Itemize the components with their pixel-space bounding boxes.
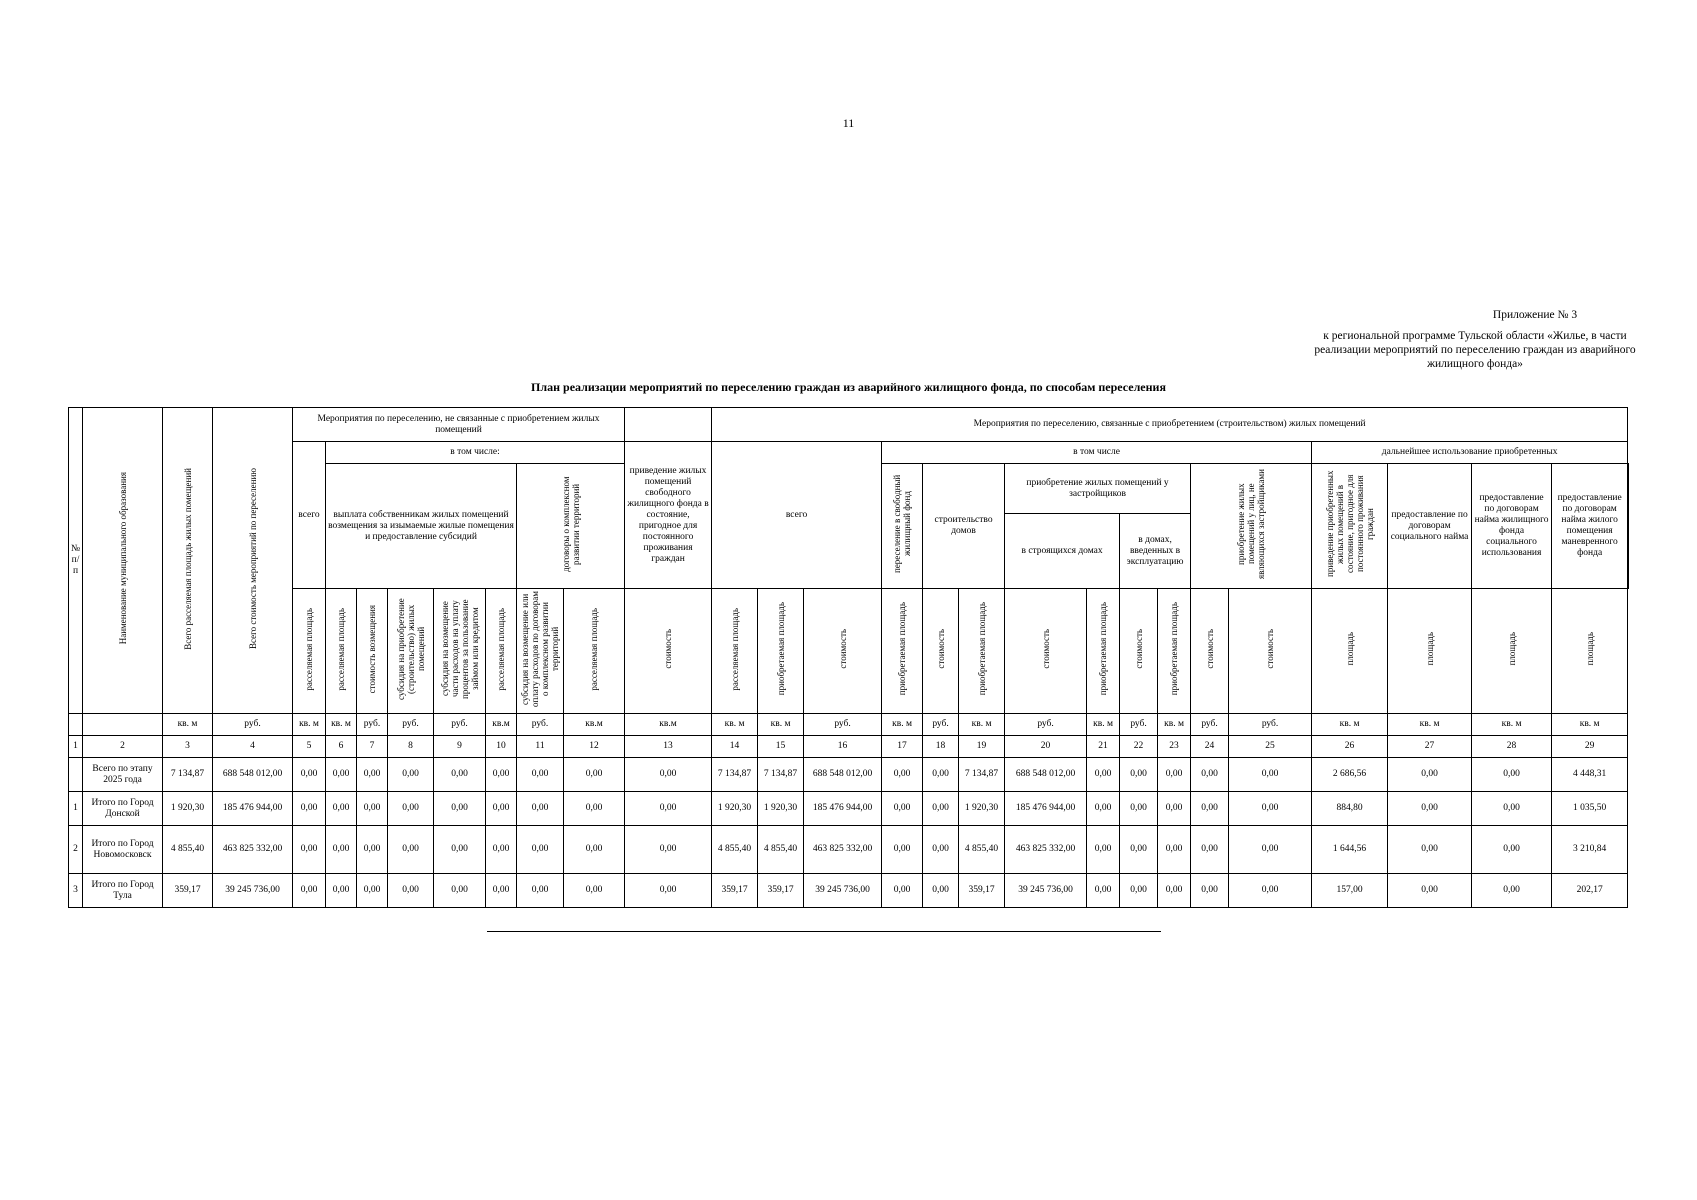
row-value-cell: 359,17 bbox=[959, 874, 1005, 908]
header-total-area: Всего расселяемая площадь жилых помещений bbox=[163, 408, 213, 714]
appendix-text: к региональной программе Тульской области «Жилье, в части реализации мероприятий по переселению граждан из аварийного жилищного фонда» bbox=[1314, 330, 1636, 370]
header-c29: площадь bbox=[1552, 589, 1628, 714]
header-c25: стоимость bbox=[1229, 589, 1312, 714]
row-value-cell: 4 855,40 bbox=[712, 826, 758, 874]
header-c15: приобретаемая площадь bbox=[758, 589, 804, 714]
header-c6: расселяемая площадь bbox=[326, 589, 357, 714]
row-value-cell: 0,00 bbox=[1229, 826, 1312, 874]
unit-cell: руб. bbox=[213, 714, 293, 736]
unit-cell: кв. м bbox=[1312, 714, 1388, 736]
unit-cell: руб. bbox=[1191, 714, 1229, 736]
row-value-cell: 0,00 bbox=[625, 874, 712, 908]
row-value-cell: 0,00 bbox=[625, 758, 712, 792]
col-number: 10 bbox=[486, 736, 517, 758]
row-value-cell: 0,00 bbox=[434, 874, 486, 908]
row-value-cell: 0,00 bbox=[923, 826, 959, 874]
unit-cell: кв. м bbox=[882, 714, 923, 736]
row-value-cell: 0,00 bbox=[1191, 874, 1229, 908]
header-total-cost: Всего стоимость мероприятий по переселению bbox=[213, 408, 293, 714]
unit-cell: кв. м bbox=[1552, 714, 1628, 736]
row-value-cell: 0,00 bbox=[434, 826, 486, 874]
row-value-cell: 0,00 bbox=[326, 758, 357, 792]
header-c23: приобретаемая площадь bbox=[1158, 589, 1191, 714]
row-value-cell: 157,00 bbox=[1312, 874, 1388, 908]
unit-cell: руб. bbox=[923, 714, 959, 736]
header-row-1 bbox=[69, 408, 1629, 442]
row-value-cell: 0,00 bbox=[923, 874, 959, 908]
header-further-use: дальнейшее использование приобретенных bbox=[1312, 442, 1628, 464]
header-row-5 bbox=[69, 589, 1629, 714]
row-value-cell: 0,00 bbox=[1229, 874, 1312, 908]
resettlement-plan-table bbox=[68, 407, 1629, 908]
row-number bbox=[69, 758, 83, 792]
row-value-cell: 0,00 bbox=[625, 792, 712, 826]
unit-cell: кв. м bbox=[1158, 714, 1191, 736]
header-c9: субсидия на возмещение части расходов на уплату процентов за пользование займом или кредитом bbox=[434, 589, 486, 714]
col-number: 9 bbox=[434, 736, 486, 758]
row-value-cell: 0,00 bbox=[388, 826, 434, 874]
row-value-cell: 688 548 012,00 bbox=[213, 758, 293, 792]
unit-cell: кв. м bbox=[1087, 714, 1120, 736]
row-value-cell: 0,00 bbox=[388, 758, 434, 792]
row-number: 1 bbox=[69, 792, 83, 826]
header-free-fund: переселение в свободный жилищный фонд bbox=[882, 464, 923, 589]
row-value-cell: 688 548 012,00 bbox=[1005, 758, 1087, 792]
row-value-cell: 0,00 bbox=[1087, 758, 1120, 792]
row-value-cell: 7 134,87 bbox=[959, 758, 1005, 792]
header-v-tom-chisle-a: в том числе: bbox=[326, 442, 625, 464]
header-c16: стоимость bbox=[804, 589, 882, 714]
row-value-cell: 39 245 736,00 bbox=[804, 874, 882, 908]
row-value-cell: 0,00 bbox=[1158, 792, 1191, 826]
header-c11: субсидия на возмещение или оплату расходов по договорам о комплексном развитии территорий bbox=[517, 589, 564, 714]
row-value-cell: 0,00 bbox=[326, 792, 357, 826]
row-value-cell: 39 245 736,00 bbox=[1005, 874, 1087, 908]
col-number: 29 bbox=[1552, 736, 1628, 758]
units-row bbox=[69, 714, 1629, 736]
row-value-cell: 4 855,40 bbox=[959, 826, 1005, 874]
row-value-cell: 1 035,50 bbox=[1552, 792, 1628, 826]
row-value-cell: 0,00 bbox=[357, 758, 388, 792]
col-number: 26 bbox=[1312, 736, 1388, 758]
col-number: 16 bbox=[804, 736, 882, 758]
unit-cell: руб. bbox=[357, 714, 388, 736]
header-construction: строительство домов bbox=[923, 464, 1005, 589]
unit-cell: кв. м bbox=[293, 714, 326, 736]
row-value-cell: 0,00 bbox=[326, 874, 357, 908]
row-name: Итого по Город Тула bbox=[83, 874, 163, 908]
row-value-cell: 0,00 bbox=[1388, 874, 1472, 908]
col-number: 3 bbox=[163, 736, 213, 758]
row-value-cell: 185 476 944,00 bbox=[213, 792, 293, 826]
row-value-cell: 0,00 bbox=[1120, 826, 1158, 874]
header-c7: стоимость возмещения bbox=[357, 589, 388, 714]
row-value-cell: 0,00 bbox=[923, 792, 959, 826]
footer-divider bbox=[487, 931, 1161, 932]
header-empty-13 bbox=[625, 408, 712, 442]
appendix-block bbox=[1310, 308, 1640, 371]
col-number: 8 bbox=[388, 736, 434, 758]
row-name: Итого по Город Новомосковск bbox=[83, 826, 163, 874]
row-value-cell: 0,00 bbox=[517, 826, 564, 874]
unit-cell: кв.м bbox=[625, 714, 712, 736]
header-maneuver: предоставление по договорам найма жилого помещения маневренного фонда bbox=[1552, 464, 1628, 589]
unit-cell: руб. bbox=[388, 714, 434, 736]
row-value-cell: 202,17 bbox=[1552, 874, 1628, 908]
row-value-cell: 0,00 bbox=[1388, 792, 1472, 826]
row-value-cell: 0,00 bbox=[1120, 874, 1158, 908]
unit-cell: кв.м bbox=[486, 714, 517, 736]
row-value-cell: 0,00 bbox=[1087, 826, 1120, 874]
header-v-tom-chisle-b: в том числе bbox=[882, 442, 1312, 464]
header-social: предоставление по договорам социального найма bbox=[1388, 464, 1472, 589]
unit-cell: кв. м bbox=[1472, 714, 1552, 736]
row-value-cell: 2 686,56 bbox=[1312, 758, 1388, 792]
header-contracts: договоры о комплексном развитии территорий bbox=[517, 464, 625, 589]
row-value-cell: 0,00 bbox=[882, 758, 923, 792]
header-c10: расселяемая площадь bbox=[486, 589, 517, 714]
unit-cell: кв. м bbox=[1388, 714, 1472, 736]
header-bringing-acquired: приведение приобретенных жилых помещений в состояние, пригодное для постоянного проживания граждан bbox=[1312, 464, 1388, 589]
row-value-cell: 0,00 bbox=[388, 874, 434, 908]
unit-cell: кв. м bbox=[712, 714, 758, 736]
col-number: 1 bbox=[69, 736, 83, 758]
row-number: 3 bbox=[69, 874, 83, 908]
header-c8: субсидия на приобретение (строительство) жилых помещений bbox=[388, 589, 434, 714]
header-social-use: предоставление по договорам найма жилищного фонда социального использования bbox=[1472, 464, 1552, 589]
row-name: Всего по этапу 2025 года bbox=[83, 758, 163, 792]
row-value-cell: 185 476 944,00 bbox=[804, 792, 882, 826]
header-c28: площадь bbox=[1472, 589, 1552, 714]
row-value-cell: 0,00 bbox=[1229, 758, 1312, 792]
header-c18: стоимость bbox=[923, 589, 959, 714]
header-c14: расселяемая площадь bbox=[712, 589, 758, 714]
header-in-operation: в домах, введенных в эксплуатацию bbox=[1120, 514, 1191, 589]
header-name: Наименование муниципального образования bbox=[83, 408, 163, 714]
header-num: № п/п bbox=[69, 408, 83, 714]
col-number: 13 bbox=[625, 736, 712, 758]
row-value-cell: 1 920,30 bbox=[163, 792, 213, 826]
header-row-2 bbox=[69, 442, 1629, 464]
unit-cell bbox=[69, 714, 83, 736]
row-value-cell: 0,00 bbox=[923, 758, 959, 792]
row-value-cell: 0,00 bbox=[357, 874, 388, 908]
row-value-cell: 359,17 bbox=[712, 874, 758, 908]
row-value-cell: 1 920,30 bbox=[959, 792, 1005, 826]
header-in-building: в строящихся домах bbox=[1005, 514, 1120, 589]
row-value-cell: 0,00 bbox=[293, 758, 326, 792]
header-c13: стоимость bbox=[625, 589, 712, 714]
col-number: 14 bbox=[712, 736, 758, 758]
header-c27: площадь bbox=[1388, 589, 1472, 714]
row-value-cell: 463 825 332,00 bbox=[213, 826, 293, 874]
row-value-cell: 0,00 bbox=[564, 792, 625, 826]
table-row bbox=[69, 792, 1629, 826]
row-value-cell: 0,00 bbox=[1191, 826, 1229, 874]
col-number: 17 bbox=[882, 736, 923, 758]
col-number: 7 bbox=[357, 736, 388, 758]
row-value-cell: 463 825 332,00 bbox=[1005, 826, 1087, 874]
header-c17: приобретаемая площадь bbox=[882, 589, 923, 714]
col-number: 19 bbox=[959, 736, 1005, 758]
row-value-cell: 0,00 bbox=[434, 792, 486, 826]
col-number: 11 bbox=[517, 736, 564, 758]
header-acq-not-developers: приобретение жилых помещений у лиц, не являющихся застройщиками bbox=[1191, 464, 1312, 589]
row-value-cell: 0,00 bbox=[1158, 758, 1191, 792]
header-group-non-acquisition: Мероприятия по переселению, не связанные с приобретением жилых помещений bbox=[293, 408, 625, 442]
unit-cell: кв. м bbox=[959, 714, 1005, 736]
header-bringing-free: приведение жилых помещений свободного жилищного фонда в состояние, пригодное для постоянного проживания граждан bbox=[625, 442, 712, 589]
unit-cell: руб. bbox=[1005, 714, 1087, 736]
row-value-cell: 0,00 bbox=[1120, 758, 1158, 792]
row-value-cell: 0,00 bbox=[564, 826, 625, 874]
row-value-cell: 0,00 bbox=[1191, 758, 1229, 792]
header-vsego-b: всего bbox=[712, 442, 882, 589]
row-value-cell: 7 134,87 bbox=[758, 758, 804, 792]
row-value-cell: 0,00 bbox=[882, 792, 923, 826]
row-value-cell: 0,00 bbox=[517, 792, 564, 826]
col-number: 27 bbox=[1388, 736, 1472, 758]
col-number: 12 bbox=[564, 736, 625, 758]
col-number: 15 bbox=[758, 736, 804, 758]
row-value-cell: 0,00 bbox=[564, 874, 625, 908]
header-c22: стоимость bbox=[1120, 589, 1158, 714]
row-value-cell: 0,00 bbox=[357, 792, 388, 826]
row-value-cell: 185 476 944,00 bbox=[1005, 792, 1087, 826]
row-value-cell: 359,17 bbox=[758, 874, 804, 908]
row-value-cell: 1 920,30 bbox=[712, 792, 758, 826]
row-value-cell: 0,00 bbox=[564, 758, 625, 792]
row-value-cell: 0,00 bbox=[486, 758, 517, 792]
row-value-cell: 0,00 bbox=[882, 874, 923, 908]
col-number: 25 bbox=[1229, 736, 1312, 758]
row-value-cell: 0,00 bbox=[1158, 826, 1191, 874]
row-value-cell: 0,00 bbox=[517, 874, 564, 908]
document-title: План реализации мероприятий по переселению граждан из аварийного жилищного фонда, по способам переселения bbox=[531, 380, 1166, 394]
row-value-cell: 0,00 bbox=[486, 874, 517, 908]
header-c21: приобретаемая площадь bbox=[1087, 589, 1120, 714]
row-value-cell: 0,00 bbox=[434, 758, 486, 792]
header-acquisition-developers: приобретение жилых помещений у застройщиков bbox=[1005, 464, 1191, 514]
row-value-cell: 7 134,87 bbox=[163, 758, 213, 792]
row-value-cell: 0,00 bbox=[1120, 792, 1158, 826]
table-body bbox=[69, 758, 1629, 908]
row-value-cell: 0,00 bbox=[1087, 874, 1120, 908]
unit-cell bbox=[83, 714, 163, 736]
header-c19: приобретаемая площадь bbox=[959, 589, 1005, 714]
row-value-cell: 4 855,40 bbox=[163, 826, 213, 874]
row-number: 2 bbox=[69, 826, 83, 874]
col-number: 24 bbox=[1191, 736, 1229, 758]
row-value-cell: 0,00 bbox=[1191, 792, 1229, 826]
row-value-cell: 1 644,56 bbox=[1312, 826, 1388, 874]
table-row bbox=[69, 826, 1629, 874]
row-value-cell: 0,00 bbox=[1229, 792, 1312, 826]
col-number: 20 bbox=[1005, 736, 1087, 758]
row-value-cell: 0,00 bbox=[293, 792, 326, 826]
row-value-cell: 884,80 bbox=[1312, 792, 1388, 826]
row-value-cell: 0,00 bbox=[1472, 826, 1552, 874]
row-value-cell: 0,00 bbox=[1472, 792, 1552, 826]
row-value-cell: 0,00 bbox=[293, 826, 326, 874]
row-value-cell: 3 210,84 bbox=[1552, 826, 1628, 874]
col-number: 6 bbox=[326, 736, 357, 758]
unit-cell: кв.м bbox=[564, 714, 625, 736]
appendix-title: Приложение № 3 bbox=[1492, 309, 1578, 321]
col-number: 21 bbox=[1087, 736, 1120, 758]
table-row bbox=[69, 758, 1629, 792]
row-value-cell: 359,17 bbox=[163, 874, 213, 908]
unit-cell: руб. bbox=[517, 714, 564, 736]
row-value-cell: 0,00 bbox=[388, 792, 434, 826]
header-c5: расселяемая площадь bbox=[293, 589, 326, 714]
row-value-cell: 0,00 bbox=[1158, 874, 1191, 908]
col-number: 5 bbox=[293, 736, 326, 758]
col-number: 28 bbox=[1472, 736, 1552, 758]
header-payout: выплата собственникам жилых помещений возмещения за изымаемые жилые помещения и предоставление субсидий bbox=[326, 464, 517, 589]
page-number: 11 bbox=[842, 116, 855, 130]
header-c20: стоимость bbox=[1005, 589, 1087, 714]
row-value-cell: 0,00 bbox=[1087, 792, 1120, 826]
unit-cell: руб. bbox=[1120, 714, 1158, 736]
unit-cell: кв. м bbox=[326, 714, 357, 736]
row-value-cell: 4 855,40 bbox=[758, 826, 804, 874]
header-vsego-a: всего bbox=[293, 442, 326, 589]
col-number: 18 bbox=[923, 736, 959, 758]
unit-cell: руб. bbox=[434, 714, 486, 736]
col-number: 23 bbox=[1158, 736, 1191, 758]
row-value-cell: 1 920,30 bbox=[758, 792, 804, 826]
row-value-cell: 0,00 bbox=[1388, 826, 1472, 874]
header-c26: площадь bbox=[1312, 589, 1388, 714]
unit-cell: кв. м bbox=[758, 714, 804, 736]
row-name: Итого по Город Донской bbox=[83, 792, 163, 826]
row-value-cell: 463 825 332,00 bbox=[804, 826, 882, 874]
row-value-cell: 0,00 bbox=[1472, 874, 1552, 908]
row-value-cell: 0,00 bbox=[625, 826, 712, 874]
row-value-cell: 4 448,31 bbox=[1552, 758, 1628, 792]
col-number: 4 bbox=[213, 736, 293, 758]
row-value-cell: 0,00 bbox=[882, 826, 923, 874]
column-numbers-row bbox=[69, 736, 1629, 758]
row-value-cell: 0,00 bbox=[326, 826, 357, 874]
unit-cell: кв. м bbox=[163, 714, 213, 736]
row-value-cell: 0,00 bbox=[357, 826, 388, 874]
row-value-cell: 688 548 012,00 bbox=[804, 758, 882, 792]
row-value-cell: 0,00 bbox=[486, 792, 517, 826]
row-value-cell: 7 134,87 bbox=[712, 758, 758, 792]
row-value-cell: 39 245 736,00 bbox=[213, 874, 293, 908]
row-value-cell: 0,00 bbox=[517, 758, 564, 792]
unit-cell: руб. bbox=[804, 714, 882, 736]
row-value-cell: 0,00 bbox=[486, 826, 517, 874]
header-exchange bbox=[1628, 464, 1629, 589]
header-c24: стоимость bbox=[1191, 589, 1229, 714]
row-value-cell: 0,00 bbox=[1472, 758, 1552, 792]
table-row bbox=[69, 874, 1629, 908]
unit-cell: руб. bbox=[1229, 714, 1312, 736]
header-c12: расселяемая площадь bbox=[564, 589, 625, 714]
col-number: 22 bbox=[1120, 736, 1158, 758]
row-value-cell: 0,00 bbox=[293, 874, 326, 908]
header-group-acquisition: Мероприятия по переселению, связанные с приобретением (строительством) жилых помещений bbox=[712, 408, 1628, 442]
row-value-cell: 0,00 bbox=[1388, 758, 1472, 792]
col-number: 2 bbox=[83, 736, 163, 758]
